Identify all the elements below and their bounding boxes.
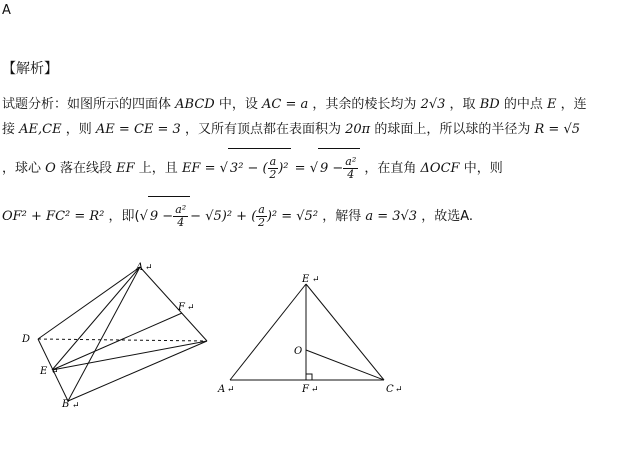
label-c: C (386, 384, 394, 395)
math-result: a = 3√3 (365, 209, 418, 224)
text: ，球心 (2, 161, 42, 176)
sqrt-sign: √ (309, 161, 318, 176)
return-marker: ↵ (51, 367, 59, 377)
denominator: 4 (177, 216, 185, 229)
numerator: a² (345, 155, 357, 168)
denominator: 2 (258, 216, 266, 229)
text: ，故选A. (421, 209, 474, 224)
math-radius: R = √5 (534, 122, 580, 137)
return-marker: ↵ (312, 275, 320, 285)
text: 9 − (319, 161, 344, 176)
right-angle-mark (306, 374, 312, 380)
math-tetrahedron: ABCD (175, 97, 215, 112)
math-bd: BD (479, 97, 500, 112)
fraction (256, 204, 267, 229)
edge-e-f (52, 313, 182, 370)
edge-a-d (38, 267, 140, 339)
math-triangle: ΔOCF (420, 161, 460, 176)
triangle-figure (210, 270, 410, 400)
math-e: E (546, 97, 557, 112)
math-pythagoras: OF² + FC² = R² (2, 209, 105, 224)
label-a: A (218, 384, 226, 395)
math-expr: )² = √5² (266, 209, 319, 224)
sqrt-sign: √ (139, 209, 148, 224)
edge-a-b (68, 267, 140, 401)
edge-a-e (52, 267, 140, 370)
text: ，解得 (322, 209, 362, 224)
label-f: F (302, 384, 309, 395)
analysis-heading: 【解析】 (2, 61, 58, 77)
text: ，取 (449, 97, 476, 112)
analysis-line-3 (2, 148, 503, 189)
sqrt-expression-2 (318, 148, 360, 189)
edge-b-right (68, 341, 207, 401)
return-marker: ↵ (145, 263, 153, 273)
numerator: a (258, 203, 265, 216)
denominator: 4 (347, 168, 355, 181)
text: 中，设 (218, 97, 258, 112)
text: ，则 (65, 122, 92, 137)
edge-e-c (52, 341, 207, 370)
text: 9 − (149, 209, 174, 224)
sqrt-expression-3 (148, 196, 190, 237)
math-ac: AC = a (262, 97, 309, 112)
return-marker: ↵ (395, 385, 403, 395)
fraction (343, 156, 358, 181)
edge-e-a (230, 284, 306, 380)
label-o: O (294, 346, 303, 357)
math-equals: = (294, 161, 306, 176)
return-marker: ↵ (187, 303, 195, 313)
text: ，连 (560, 97, 587, 112)
label-d: D (22, 334, 31, 345)
text: )² (278, 161, 289, 176)
text: ，在直角 (364, 161, 417, 176)
math-ae-eq: AE = CE = 3 (95, 122, 181, 137)
text: 的球面上，所以球的半径为 (374, 122, 531, 137)
math-o: O (45, 161, 56, 176)
fraction (268, 156, 279, 181)
math-area: 20π (345, 122, 371, 137)
label-e: E (302, 274, 310, 285)
return-marker: ↵ (311, 385, 319, 395)
edge-e-c (306, 284, 384, 380)
math-ef-eq: EF = (181, 161, 216, 176)
math-ef: EF (116, 161, 135, 176)
text: 中，则 (463, 161, 503, 176)
tetrahedron-figure (0, 255, 230, 425)
sqrt-expression-1 (228, 148, 291, 189)
text: 3² − ( (229, 161, 268, 176)
text: ，又所有顶点都在表面积为 (184, 122, 341, 137)
text: ，即( (108, 209, 140, 224)
analysis-line-2 (2, 121, 580, 139)
label-a: A (136, 262, 144, 273)
text: 的中点 (503, 97, 543, 112)
return-marker: ↵ (227, 385, 235, 395)
label-b: B (62, 399, 70, 410)
text: 落在线段 (59, 161, 112, 176)
math-edge-length: 2√3 (420, 97, 446, 112)
numerator: a² (175, 203, 187, 216)
edge-a-right (140, 267, 207, 341)
text: 试题分析：如图所示的四面体 (2, 97, 172, 112)
fraction (173, 204, 188, 229)
label-e: E (40, 366, 48, 377)
label-f: F (178, 302, 185, 313)
answer-letter: A (2, 3, 11, 18)
math-ae-ce: AE,CE (19, 122, 62, 137)
text: 上，且 (138, 161, 178, 176)
return-marker: ↵ (72, 401, 80, 411)
math-expr: − √5)² + ( (190, 209, 257, 224)
sqrt-sign: √ (219, 161, 228, 176)
numerator: a (269, 155, 277, 168)
analysis-line-1 (2, 96, 587, 114)
analysis-line-4 (2, 196, 473, 237)
denominator: 2 (269, 168, 277, 181)
text: 接 (2, 122, 16, 137)
text: ，其余的棱长均为 (312, 97, 417, 112)
